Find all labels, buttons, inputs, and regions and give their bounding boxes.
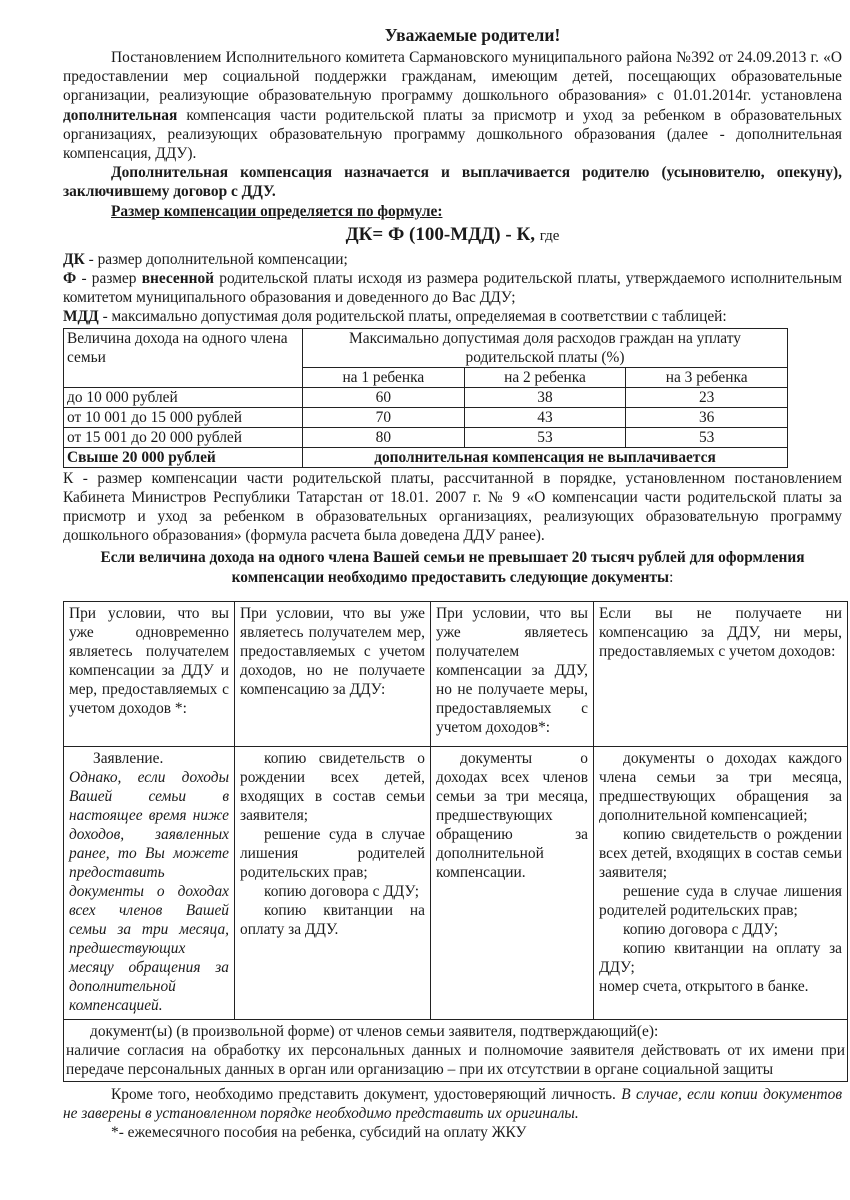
k-definition: К - размер компенсации части родительской платы, рассчитанной в порядке, установленном постановлением Кабинета Министров Республики Татарстан от 18.01. 2007 г. № 9 «О компенсации части родительской платы за присмотр и уход за ребенком в образовательных организациях, реализующих образовательную программу дошкольного образования» (формула расчета была доведена ДДУ ранее). — [63, 469, 842, 545]
definition-text: - максимально допустимая доля родительской платы, определяемая в соответствии с таблицей: — [98, 308, 727, 326]
formula-heading: Размер компенсации определяется по формуле: — [111, 202, 443, 220]
value-cell: 80 — [303, 427, 465, 447]
doc-item: копию свидетельств о рождении всех детей, входящих в состав семьи заявителя; — [240, 749, 425, 824]
document-page — [63, 24, 845, 1142]
intro-text-2: компенсация части родительской платы за присмотр и уход за ребенком в образовательных организациях, реализующих образовательную программу дошкольного образования (далее - дополнительная компенсация, ДДУ). — [63, 106, 842, 163]
docs-col-3 — [431, 746, 594, 1019]
docs-col-2 — [235, 746, 431, 1019]
income-cell: от 15 001 до 20 000 рублей — [64, 427, 303, 447]
share-header: Максимально допустимая доля расходов граждан на уплату родительской платы (%) — [303, 328, 788, 367]
value-cell: 38 — [464, 387, 626, 407]
term: МДД — [63, 308, 99, 326]
value-cell: 36 — [626, 407, 788, 427]
condition-cell: При условии, что вы уже являетесь получателем компенсации за ДДУ, но не получаете меры, предоставляемых с учетом доходов*: — [431, 601, 594, 746]
consent-text: документ(ы) (в произвольной форме) от членов семьи заявителя, подтверждающий(е): — [90, 1022, 659, 1040]
condition-cell: При условии, что вы уже являетесь получателем мер, предоставляемых с учетом доходов, но не получаете компенсацию за ДДУ: — [235, 601, 431, 746]
value-cell: 23 — [626, 387, 788, 407]
definition-text: родительской платы исходя из размера родительской платы, утверждаемого исполнительным комитетом муниципального образования и доведенного до Вас ДДУ; — [63, 270, 842, 307]
formula — [63, 222, 842, 249]
formula-suffix: где — [539, 227, 560, 244]
page-title: Уважаемые родители! — [384, 25, 561, 45]
definition-dk — [63, 250, 842, 269]
income-cell: до 10 000 рублей — [64, 387, 303, 407]
assignment-paragraph: Дополнительная компенсация назначается и выплачивается родителю (усыновителю, опекуну), заключившему договор с ДДУ. — [63, 164, 842, 201]
condition-cell: При условии, что вы уже одновременно являетесь получателем компенсации за ДДУ и мер, предоставляемых с учетом доходов *: — [64, 601, 235, 746]
consent-text: наличие согласия на обработку их персональных данных и полномочие заявителя действовать от их имени при передаче персональных данных в орган или организацию – при их отсутствии в органе социальной защиты — [66, 1041, 845, 1078]
doc-item: решение суда в случае лишения родителей родительских прав; — [599, 882, 842, 919]
children-header: на 3 ребенка — [626, 367, 788, 387]
definition-mdd — [63, 307, 842, 326]
mdd-table — [63, 328, 788, 468]
intro-paragraph — [63, 48, 842, 163]
formula-text: ДК= Ф (100-МДД) - К, — [345, 223, 535, 245]
value-cell: 70 — [303, 407, 465, 427]
value-cell: 53 — [626, 427, 788, 447]
table-row — [64, 447, 788, 467]
children-header: на 2 ребенка — [464, 367, 626, 387]
intro-bold: дополнительная — [63, 106, 178, 124]
doc-item: решение суда в случае лишения родителей родительских прав; — [240, 825, 425, 881]
table-row — [64, 427, 788, 447]
footnote: *- ежемесячного пособия на ребенка, субсидий на оплату ЖКУ — [111, 1124, 527, 1142]
definition-f — [63, 269, 842, 307]
assignment-text: Дополнительная компенсация назначается и выплачивается родителю (усыновителю, опекуну), заключившему договор с ДДУ — [63, 164, 842, 201]
table-row — [64, 407, 788, 427]
value-cell: 43 — [464, 407, 626, 427]
intro-text: Постановлением Исполнительного комитета Сармановского муниципального района №392 от 24.09.2013 г. «О предоставлении мер социальной поддержки гражданам, имеющим детей, посещающих образовательные организации, реализующие образовательную программу дошкольного образования» с 01.01.2014г. установлена — [63, 49, 842, 105]
doc-item: копию квитанции на оплату за ДДУ. — [240, 901, 425, 938]
term: Ф — [63, 270, 77, 288]
doc-note: Однако, если доходы Вашей семьи в настоящее время ниже доходов, заявленных ранее, то Вы можете предоставить документы о доходах всех членов Вашей семьи за три месяца, предшествующих месяцу обращения за дополнительной компенсацией. — [69, 768, 229, 1014]
closing-paragraph — [63, 1085, 842, 1123]
definition-text: - размер — [76, 270, 142, 288]
income-cell: Свыше 20 000 рублей — [64, 447, 303, 467]
doc-item: номер счета, открытого в банке. — [599, 977, 809, 995]
definition-bold: внесенной — [141, 270, 215, 288]
definition-text: - размер дополнительной компенсации; — [84, 250, 348, 268]
condition-cell: Если вы не получаете ни компенсацию за ДДУ, ни меры, предоставляемых с учетом доходов: — [594, 601, 848, 746]
documents-table — [63, 601, 848, 1082]
income-header: Величина дохода на одного члена семьи — [64, 328, 303, 387]
value-cell: 53 — [464, 427, 626, 447]
children-header: на 1 ребенка — [303, 367, 465, 387]
doc-item: копию квитанции на оплату за ДДУ; — [599, 939, 842, 976]
doc-item: Заявление. — [93, 749, 164, 767]
docs-col-4 — [594, 746, 848, 1019]
docs-heading: Если величина дохода на одного члена Вашей семьи не превышает 20 тысяч рублей для оформления компенсации необходимо предоставить следующие документы: — [100, 549, 805, 586]
income-cell: от 10 001 до 15 000 рублей — [64, 407, 303, 427]
no-compensation-note: дополнительная компенсация не выплачивается — [303, 447, 788, 467]
term: ДК — [63, 250, 85, 268]
doc-item: копию свидетельств о рождении всех детей, входящих в состав семьи заявителя; — [599, 825, 842, 881]
doc-item: документы о доходах каждого члена семьи за три месяца, предшествующих обращения за дополнительной компенсацией; — [599, 749, 842, 824]
doc-item: копию договора с ДДУ; — [264, 882, 420, 900]
doc-item: документы о доходах всех членов семьи за три месяца, предшествующих обращению за дополнительной компенсации. — [436, 749, 588, 881]
table-row — [64, 387, 788, 407]
value-cell: 60 — [303, 387, 465, 407]
consent-row — [64, 1019, 848, 1081]
docs-heading-text: Если величина дохода на одного члена Вашей семьи не превышает 20 тысяч рублей для оформления компенсации необходимо предоставить следующие документы — [100, 549, 805, 586]
doc-item: копию договора с ДДУ; — [623, 920, 779, 938]
closing-text: Кроме того, необходимо представить документ, удостоверяющий личность. — [111, 1085, 622, 1103]
closing-italic: В случае, если копии документов не заверены в установленном порядке необходимо представить их оригиналы. — [63, 1085, 842, 1123]
docs-col-1 — [64, 746, 235, 1019]
